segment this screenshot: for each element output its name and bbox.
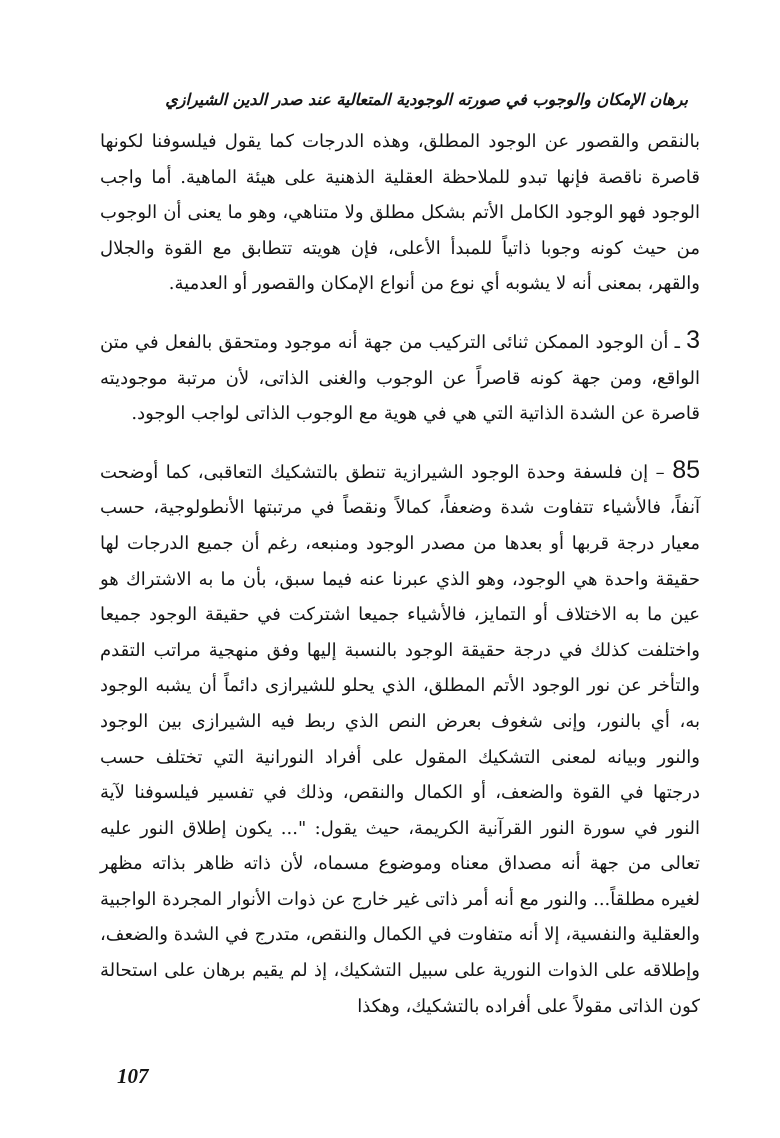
body-text bbox=[100, 124, 700, 1024]
paragraph-text: – إن فلسفة وحدة الوجود الشيرازية تنطق بالتشكيك التعاقبى، كما أوضحت آنفاً، فالأشياء تتفاوت شدة وضعفاً، كمالاً ونقصاً في مرتبتها الأنطولوجية، حسب معيار درجة قربها أو بعدها من مصدر الوجود ومنبعه، رغم أن جميع الدرجات لها حقيقة واحدة هي الوجود، وهو الذي عبرنا عنه فيما سبق، بأن ما به الاشتراك هو عين ما به الاختلاف أو التمايز، فالأشياء جميعا اشتركت في حقيقة الوجود جميعا واختلفت كذلك في درجة حقيقة الوجود بالنسبة إليها وفق منهجية مراتب التقدم والتأخر عن نور الوجود الأتم المطلق، الذي يحلو للشيرازى دائماً أن يشبه الوجود به، أي بالنور، وإنى شغوف بعرض النص الذي ربط فيه الشيرازى بين الوجود والنور وبيانه لمعنى التشكيك المقول على أفراد النورانية التي تختلف حسب درجتها في القوة والضعف، أو الكمال والنقص، وذلك في تفسير فيلسوفنا لآية النور في سورة النور القرآنية الكريمة، حيث يقول: "... يكون إطلاق النور عليه تعالى من جهة أنه مصداق معناه وموضوع مسماه، لأن ذاته ظاهر بذاته مظهر لغيره مطلقاً... والنور مع أنه أمر ذاتى غير خارج عن ذوات الأنوار المجردة الواجبية والعقلية والنفسية، إلا أنه متفاوت في الكمال والنقص، متدرج في الشدة والضعف، وإطلاقه على الذوات النورية على سبيل التشكيك، إذ لم يقيم برهان على استحالة كون الذاتى مقولاً على أفراده بالتشكيك، وهكذا bbox=[100, 461, 700, 1017]
point-number: 3 bbox=[686, 325, 700, 354]
paragraph-text: ـ أن الوجود الممكن ثنائى التركيب من جهة أنه موجود ومتحقق بالفعل في متن الواقع، ومن جهة كونه قاصراً عن الوجوب والغنى الذاتى، لأن مرتبة موجوديته قاصرة عن الشدة الذاتية التي هي في هوية مع الوجوب الذاتى لواجب الوجود. bbox=[100, 331, 700, 425]
paragraph-point-3 bbox=[100, 323, 700, 432]
running-title: برهان الإمكان والوجوب في صورته الوجودية المتعالية عند صدر الدين الشيرازي bbox=[165, 90, 688, 109]
paragraph-text: بالنقص والقصور عن الوجود المطلق، وهذه الدرجات كما يقول فيلسوفنا لكونها قاصرة ناقصة فإنها تبدو للملاحظة العقلية الذهنية على هيئة الماهية. أما واجب الوجود فهو الوجود الكامل الأتم بشكل مطلق ولا متناهي، وهو ما يعنى أن الوجوب من حيث كونه وجوبا ذاتياً للمبدأ الأعلى، فإن هويته تتطابق مع القوة والجلال والقهر، بمعنى أنه لا يشوبه أي نوع من أنواع الإمكان والقصور أو العدمية. bbox=[100, 131, 700, 295]
paragraph-point-85 bbox=[100, 453, 700, 1025]
page-number: 107 bbox=[117, 1064, 149, 1088]
point-number: 85 bbox=[672, 455, 701, 484]
paragraph-continuation bbox=[100, 124, 700, 302]
